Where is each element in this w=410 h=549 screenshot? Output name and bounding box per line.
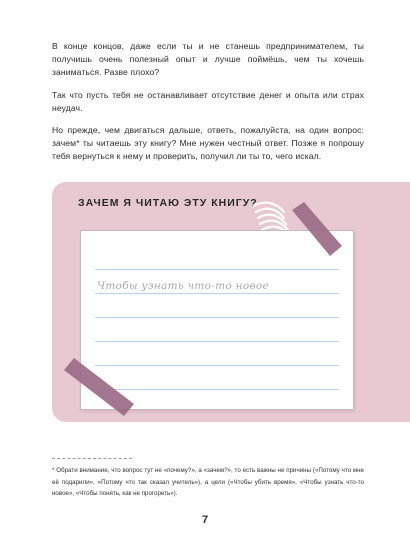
body-paragraph-1: В конце концов, даже если ты и не станешь предпринимателем, ты получишь очень полезный опыт и лучше поймёшь, чем ты хочешь заниматься. Разве плохо? bbox=[52, 41, 364, 78]
body-paragraph-3: Но прежде, чем двигаться дальше, ответь, пожалуйста, на один вопрос: зачем* ты читаешь эту книгу? Мне нужен честный ответ. Позже я попрошу тебя вернуться к нему и проверить, получил ли ты то, чего искал. bbox=[52, 125, 364, 162]
footnote: * Обрати внимание, что вопрос тут не «почему?», а «зачем?», то есть важны не причины («Потому что мне её подарили», «Потому что так сказал учитель»), а цели («Чтобы убить время», «Чтобы узнать что-то новое», «Чтобы понять, как не прогореть»). bbox=[52, 467, 364, 497]
tape-bottom-left bbox=[60, 354, 138, 420]
answer-line bbox=[95, 341, 339, 342]
body-paragraph-2: Так что пусть тебя не останавливает отсутствие денег и опыта или страх неудач. bbox=[52, 90, 364, 114]
answer-line bbox=[95, 293, 339, 294]
tape-top-right bbox=[286, 200, 346, 258]
footnote-divider bbox=[52, 458, 132, 459]
example-answer: Чтобы узнать что-то новое bbox=[97, 280, 270, 292]
exercise-title: ЗАЧЕМ Я ЧИТАЮ ЭТУ КНИГУ? bbox=[78, 197, 258, 209]
answer-line bbox=[95, 269, 339, 270]
answer-line bbox=[95, 317, 339, 318]
page-number: 7 bbox=[201, 514, 209, 526]
